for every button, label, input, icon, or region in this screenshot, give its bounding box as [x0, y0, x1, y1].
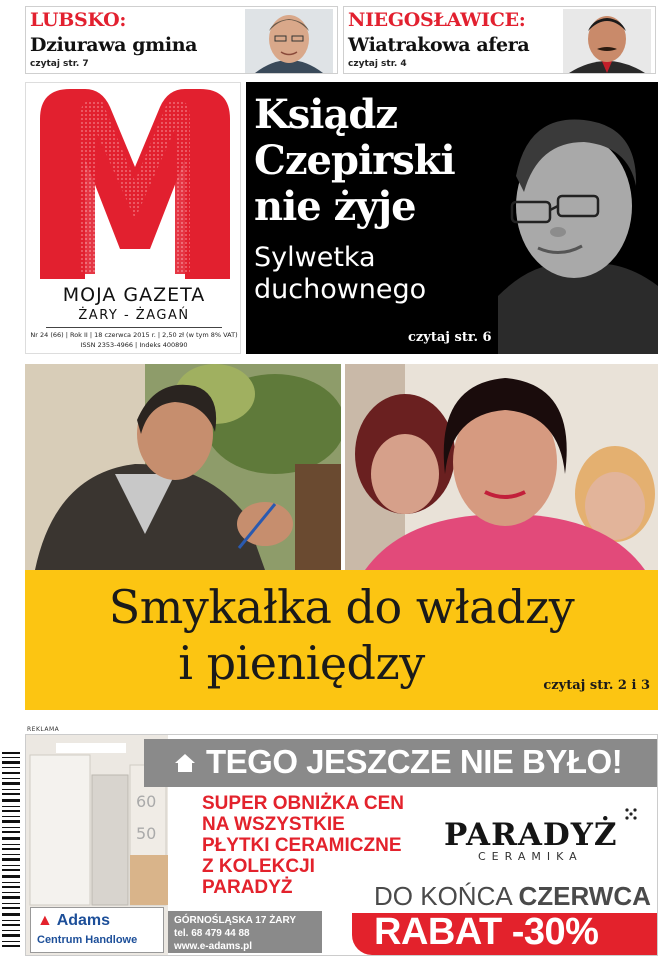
- photo-story-headline-line: Smykałka do władzy: [108, 580, 575, 634]
- photo-man-gesturing: [25, 364, 341, 570]
- teaser-photo-man-moustache: [563, 9, 651, 73]
- ad-offer-line: PARADYŻ: [202, 877, 293, 898]
- lead-title-line: Czepirski: [254, 137, 455, 184]
- ad-address-line: tel. 68 479 44 88: [174, 928, 250, 939]
- moja-gazeta-logo: [40, 89, 230, 279]
- masthead-issn-line: ISSN 2353-4966 | Indeks 400890: [80, 341, 188, 349]
- photo-story-banner[interactable]: [25, 570, 658, 710]
- teaser-pageref: czytaj str. 7: [30, 59, 89, 69]
- lead-photo-priest: [498, 106, 658, 354]
- svg-text:60: 60: [136, 792, 157, 811]
- ad-store-sub: Centrum Handlowe: [37, 934, 138, 946]
- ad-until-month: CZERWCA: [518, 881, 651, 911]
- ad-brand-sub: CERAMIKA: [478, 850, 583, 863]
- lead-title-line: nie żyje: [254, 183, 416, 230]
- teaser-photo-man: [245, 9, 333, 73]
- lead-title: [254, 92, 455, 230]
- masthead: [25, 82, 241, 354]
- ad-address: [168, 911, 322, 953]
- ad-discount: RABAT -30%: [374, 911, 599, 953]
- lead-pageref: czytaj str. 6: [408, 330, 492, 345]
- teaser-niegoslawice[interactable]: [343, 6, 656, 74]
- masthead-divider: [46, 327, 222, 328]
- teaser-headline: Wiatrakowa afera: [348, 34, 530, 56]
- ad-top-banner: [144, 739, 657, 787]
- teaser-kicker: LUBSKO:: [30, 9, 127, 31]
- ad-store-logo: [30, 907, 164, 953]
- teaser-pageref: czytaj str. 4: [348, 59, 407, 69]
- teaser-lubsko[interactable]: [25, 6, 338, 74]
- masthead-region: ŻARY - ŻAGAŃ: [78, 308, 190, 323]
- ad-discount-badge: [352, 913, 657, 955]
- lead-subtitle-line: Sylwetka: [254, 242, 376, 273]
- masthead-issue-line: Nr 24 (66) | Rok II | 18 czerwca 2015 r. | 2,50 zł (w tym 8% VAT): [30, 331, 238, 339]
- ad-label: REKLAMA: [27, 726, 60, 733]
- ad-offer-line: PŁYTKI CERAMICZNE: [202, 835, 402, 856]
- svg-text:50: 50: [136, 824, 157, 843]
- paradyz-dots-icon: [624, 807, 638, 821]
- ad-until: [374, 881, 651, 912]
- photo-story-pageref: czytaj str. 2 i 3: [543, 678, 650, 693]
- lead-subtitle: [254, 242, 426, 306]
- ad-store-name-text: Adams: [56, 912, 111, 929]
- ad-brand: PARADYŻ: [444, 817, 618, 853]
- ad-offer-line: SUPER OBNIŻKA CEN: [202, 793, 404, 814]
- lead-title-line: Ksiądz: [254, 91, 398, 138]
- ad-address-line: GÓRNOŚLĄSKA 17 ŻARY: [174, 915, 297, 926]
- ad-offer-line: Z KOLEKCJI: [202, 856, 315, 877]
- teaser-headline: Dziurawa gmina: [30, 34, 198, 56]
- house-icon: [174, 753, 196, 773]
- ad-address-line: www.e-adams.pl: [174, 941, 252, 952]
- ad-top-banner-text: TEGO JESZCZE NIE BYŁO!: [206, 743, 623, 780]
- barcode: [0, 748, 22, 953]
- lead-subtitle-line: duchownego: [254, 274, 427, 305]
- photo-woman-red-hair: [345, 364, 658, 570]
- masthead-title: MOJA GAZETA: [62, 284, 206, 306]
- teaser-kicker: NIEGOSŁAWICE:: [348, 9, 526, 31]
- paradyz-advert[interactable]: [25, 734, 658, 956]
- photo-story-images[interactable]: [25, 364, 658, 570]
- ad-store-name: ▲ Adams: [37, 912, 111, 929]
- ad-until-prefix: DO KOŃCA: [374, 881, 512, 911]
- ad-offer-line: NA WSZYSTKIE: [202, 814, 345, 835]
- photo-story-headline-line: i pieniędzy: [178, 636, 425, 690]
- lead-story[interactable]: [246, 82, 658, 354]
